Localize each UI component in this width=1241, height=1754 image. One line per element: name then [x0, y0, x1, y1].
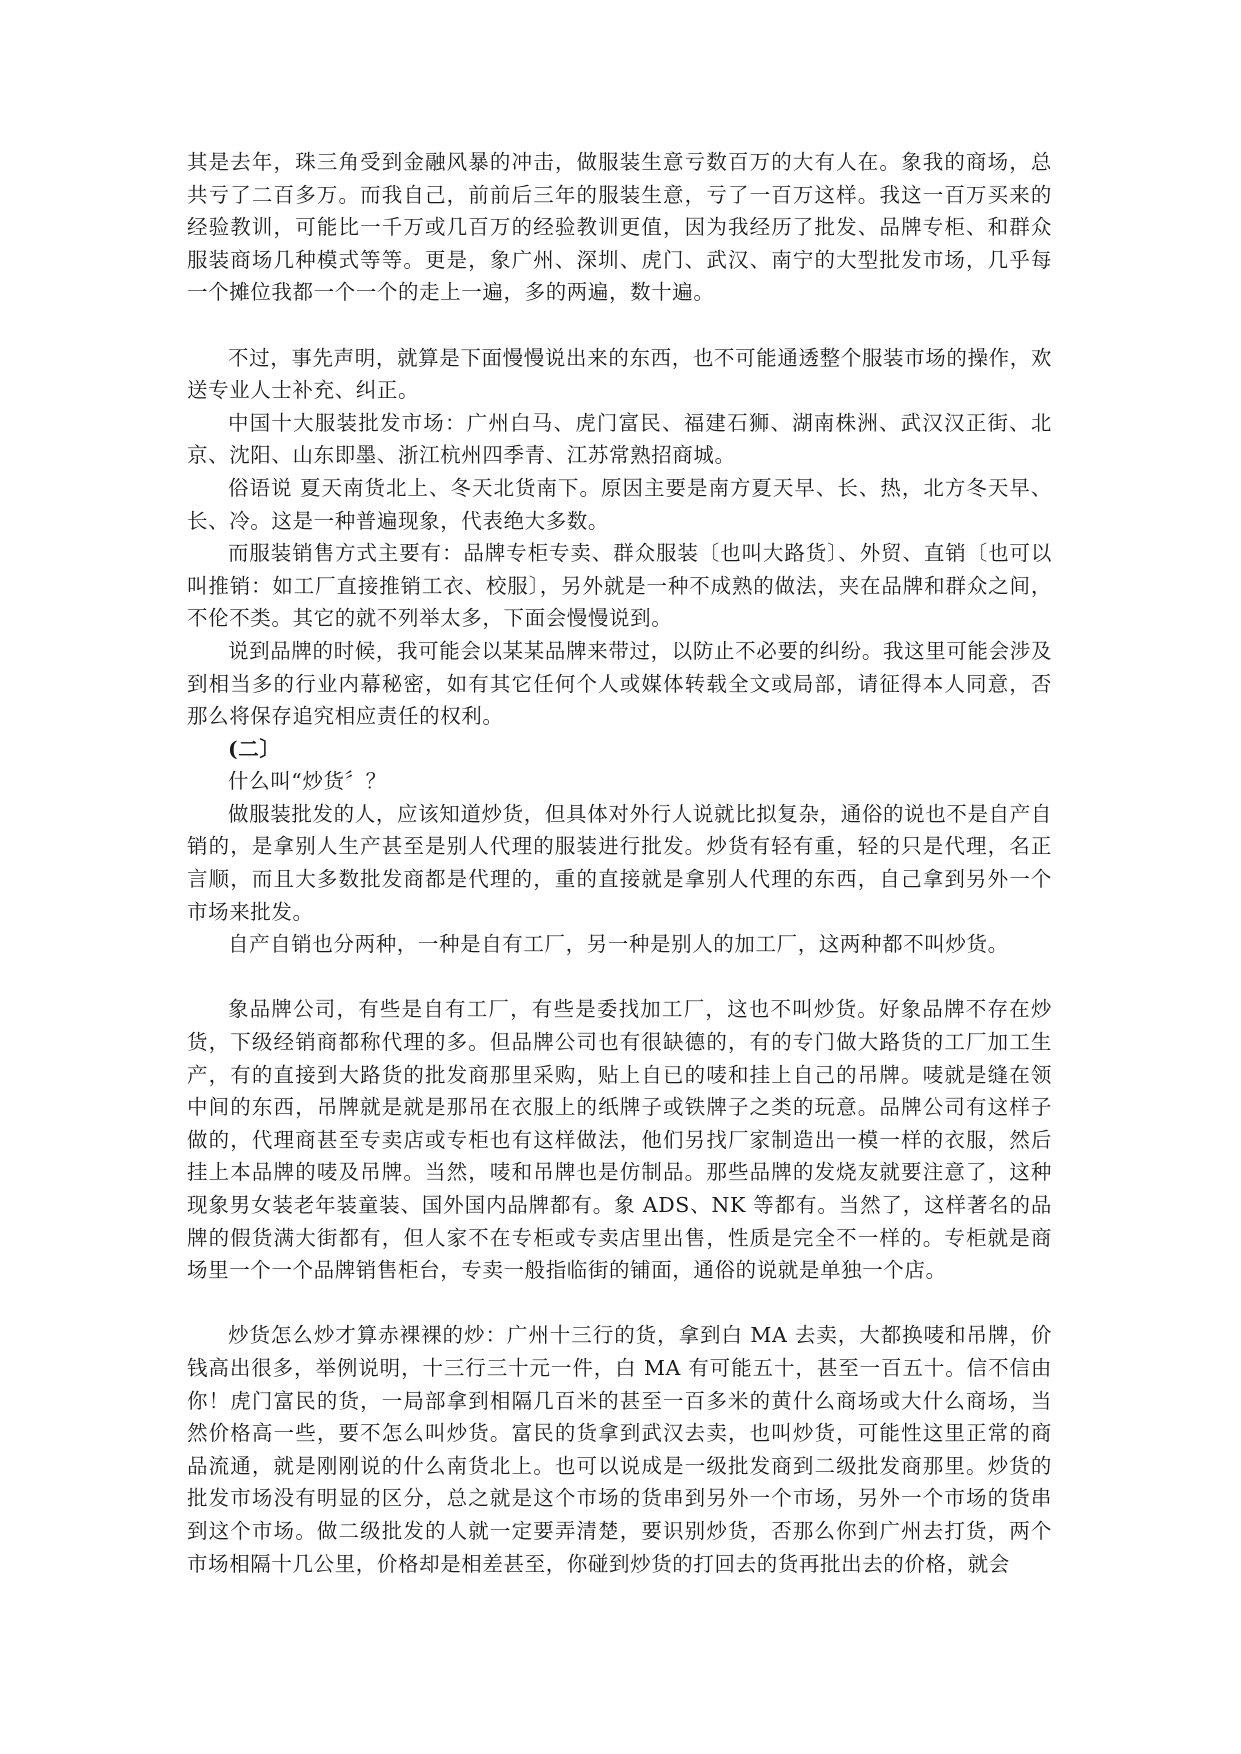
- paragraph-7: 做服装批发的人，应该知道炒货，但具体对外行人说就比拟复杂，通俗的说也不是自产自销的，是拿别人生产甚至是别人代理的服装进行批发。炒货有轻有重，轻的只是代理，名正言顺，而且大多数批发商都是代理的，重的直接就是拿别人代理的东西，自己拿到另外一个市场来批发。: [187, 801, 1052, 924]
- paragraph-10: 炒货怎么炒才算赤裸裸的炒：广州十三行的货，拿到白 MA 去卖，大都换唛和吊牌，价钱高出很多，举例说明，十三行三十元一件，白 MA 有可能五十，甚至一百五十。信不信由你！虎门富民的货，一局部拿到相隔几百米的甚至一百多米的黄什么商场或大什么商场，当然价格高一些，要不怎么叫炒货。富民的货拿到武汉去卖，也叫炒货，可能性这里正常的商品流通，就是刚刚说的什么南货北上。也可以说成是一级批发商到二级批发商那里。炒货的批发市场没有明显的区分，总之就是这个市场的货串到另外一个市场，另外一个市场的货串到这个市场。做二级批发的人就一定要弄清楚，要识别炒货，否那么你到广州去打货，两个市场相隔十几公里，价格却是相差甚至，你碰到炒货的打回去的货再批出去的价格，就会: [187, 1323, 1052, 1576]
- paragraph-spacer: [187, 309, 1052, 342]
- paragraph-3: 中国十大服装批发市场：广州白马、虎门富民、福建石狮、湖南株洲、武汉汉正街、北京、沈阳、山东即墨、浙江杭州四季青、江苏常熟招商城。: [187, 410, 1052, 468]
- paragraph-1: 其是去年，珠三角受到金融风暴的冲击，做服装生意亏数百万的大有人在。象我的商场，总共亏了二百多万。而我自己，前前后三年的服装生意，亏了一百万这样。我这一百万买来的经验教训，可能比一千万或几百万的经验教训更值，因为我经历了批发、品牌专柜、和群众服装商场几种模式等等。更是，象广州、深圳、虎门、武汉、南宁的大型批发市场，几乎每一个摊位我都一个一个的走上一遍，多的两遍，数十遍。: [187, 150, 1052, 305]
- paragraph-6: 说到品牌的时候，我可能会以某某品牌来带过，以防止不必要的纠纷。我这里可能会涉及到相当多的行业内幕秘密，如有其它任何个人或媒体转载全文或局部，请征得本人同意，否那么将保存追究相应责任的权利。: [187, 638, 1052, 729]
- paragraph-spacer: [187, 1287, 1052, 1320]
- section-subtitle: 什么叫“炒货〞？: [228, 769, 387, 794]
- paragraph-spacer: [187, 961, 1052, 994]
- paragraph-9: 象品牌公司，有些是自有工厂，有些是委找加工厂，这也不叫炒货。好象品牌不存在炒货，下级经销商都称代理的多。但品牌公司也有很缺德的，有的专门做大路货的工厂加工生产，有的直接到大路货的批发商那里采购，贴上自已的唛和挂上自己的吊牌。唛就是缝在领中间的东西，吊牌就是就是那吊在衣服上的纸牌子或铁牌子之类的玩意。品牌公司有这样子做的，代理商甚至专卖店或专柜也有这样做法，他们另找厂家制造出一模一样的衣服，然后挂上本品牌的唛及吊牌。当然，唛和吊牌也是仿制品。那些品牌的发烧友就要注意了，这种现象男女装老年装童装、国外国内品牌都有。象 ADS、NK 等都有。当然了，这样著名的品牌的假货满大街都有，但人家不在专柜或专卖店里出售，性质是完全不一样的。专柜就是商场里一个一个品牌销售柜台，专卖一般指临街的铺面，通俗的说就是单独一个店。: [187, 997, 1052, 1283]
- section-heading: (二〕: [228, 736, 281, 761]
- paragraph-2: 不过，事先声明，就算是下面慢慢说出来的东西，也不可能通透整个服装市场的操作，欢送专业人士补充、纠正。: [187, 345, 1052, 403]
- document-body: [187, 146, 1052, 1580]
- paragraph-4: 俗语说 夏天南货北上、冬天北货南下。原因主要是南方夏天早、长、热，北方冬天早、长、冷。这是一种普遍现象，代表绝大多数。: [187, 475, 1052, 533]
- paragraph-5: 而服装销售方式主要有：品牌专柜专卖、群众服装〔也叫大路货〕、外贸、直销〔也可以叫推销：如工厂直接推销工衣、校服〕，另外就是一种不成熟的做法，夹在品牌和群众之间，不伦不类。其它的就不列举太多，下面会慢慢说到。: [187, 541, 1052, 631]
- paragraph-8: 自产自销也分两种，一种是自有工厂，另一种是别人的加工厂，这两种都不叫炒货。: [228, 932, 1009, 957]
